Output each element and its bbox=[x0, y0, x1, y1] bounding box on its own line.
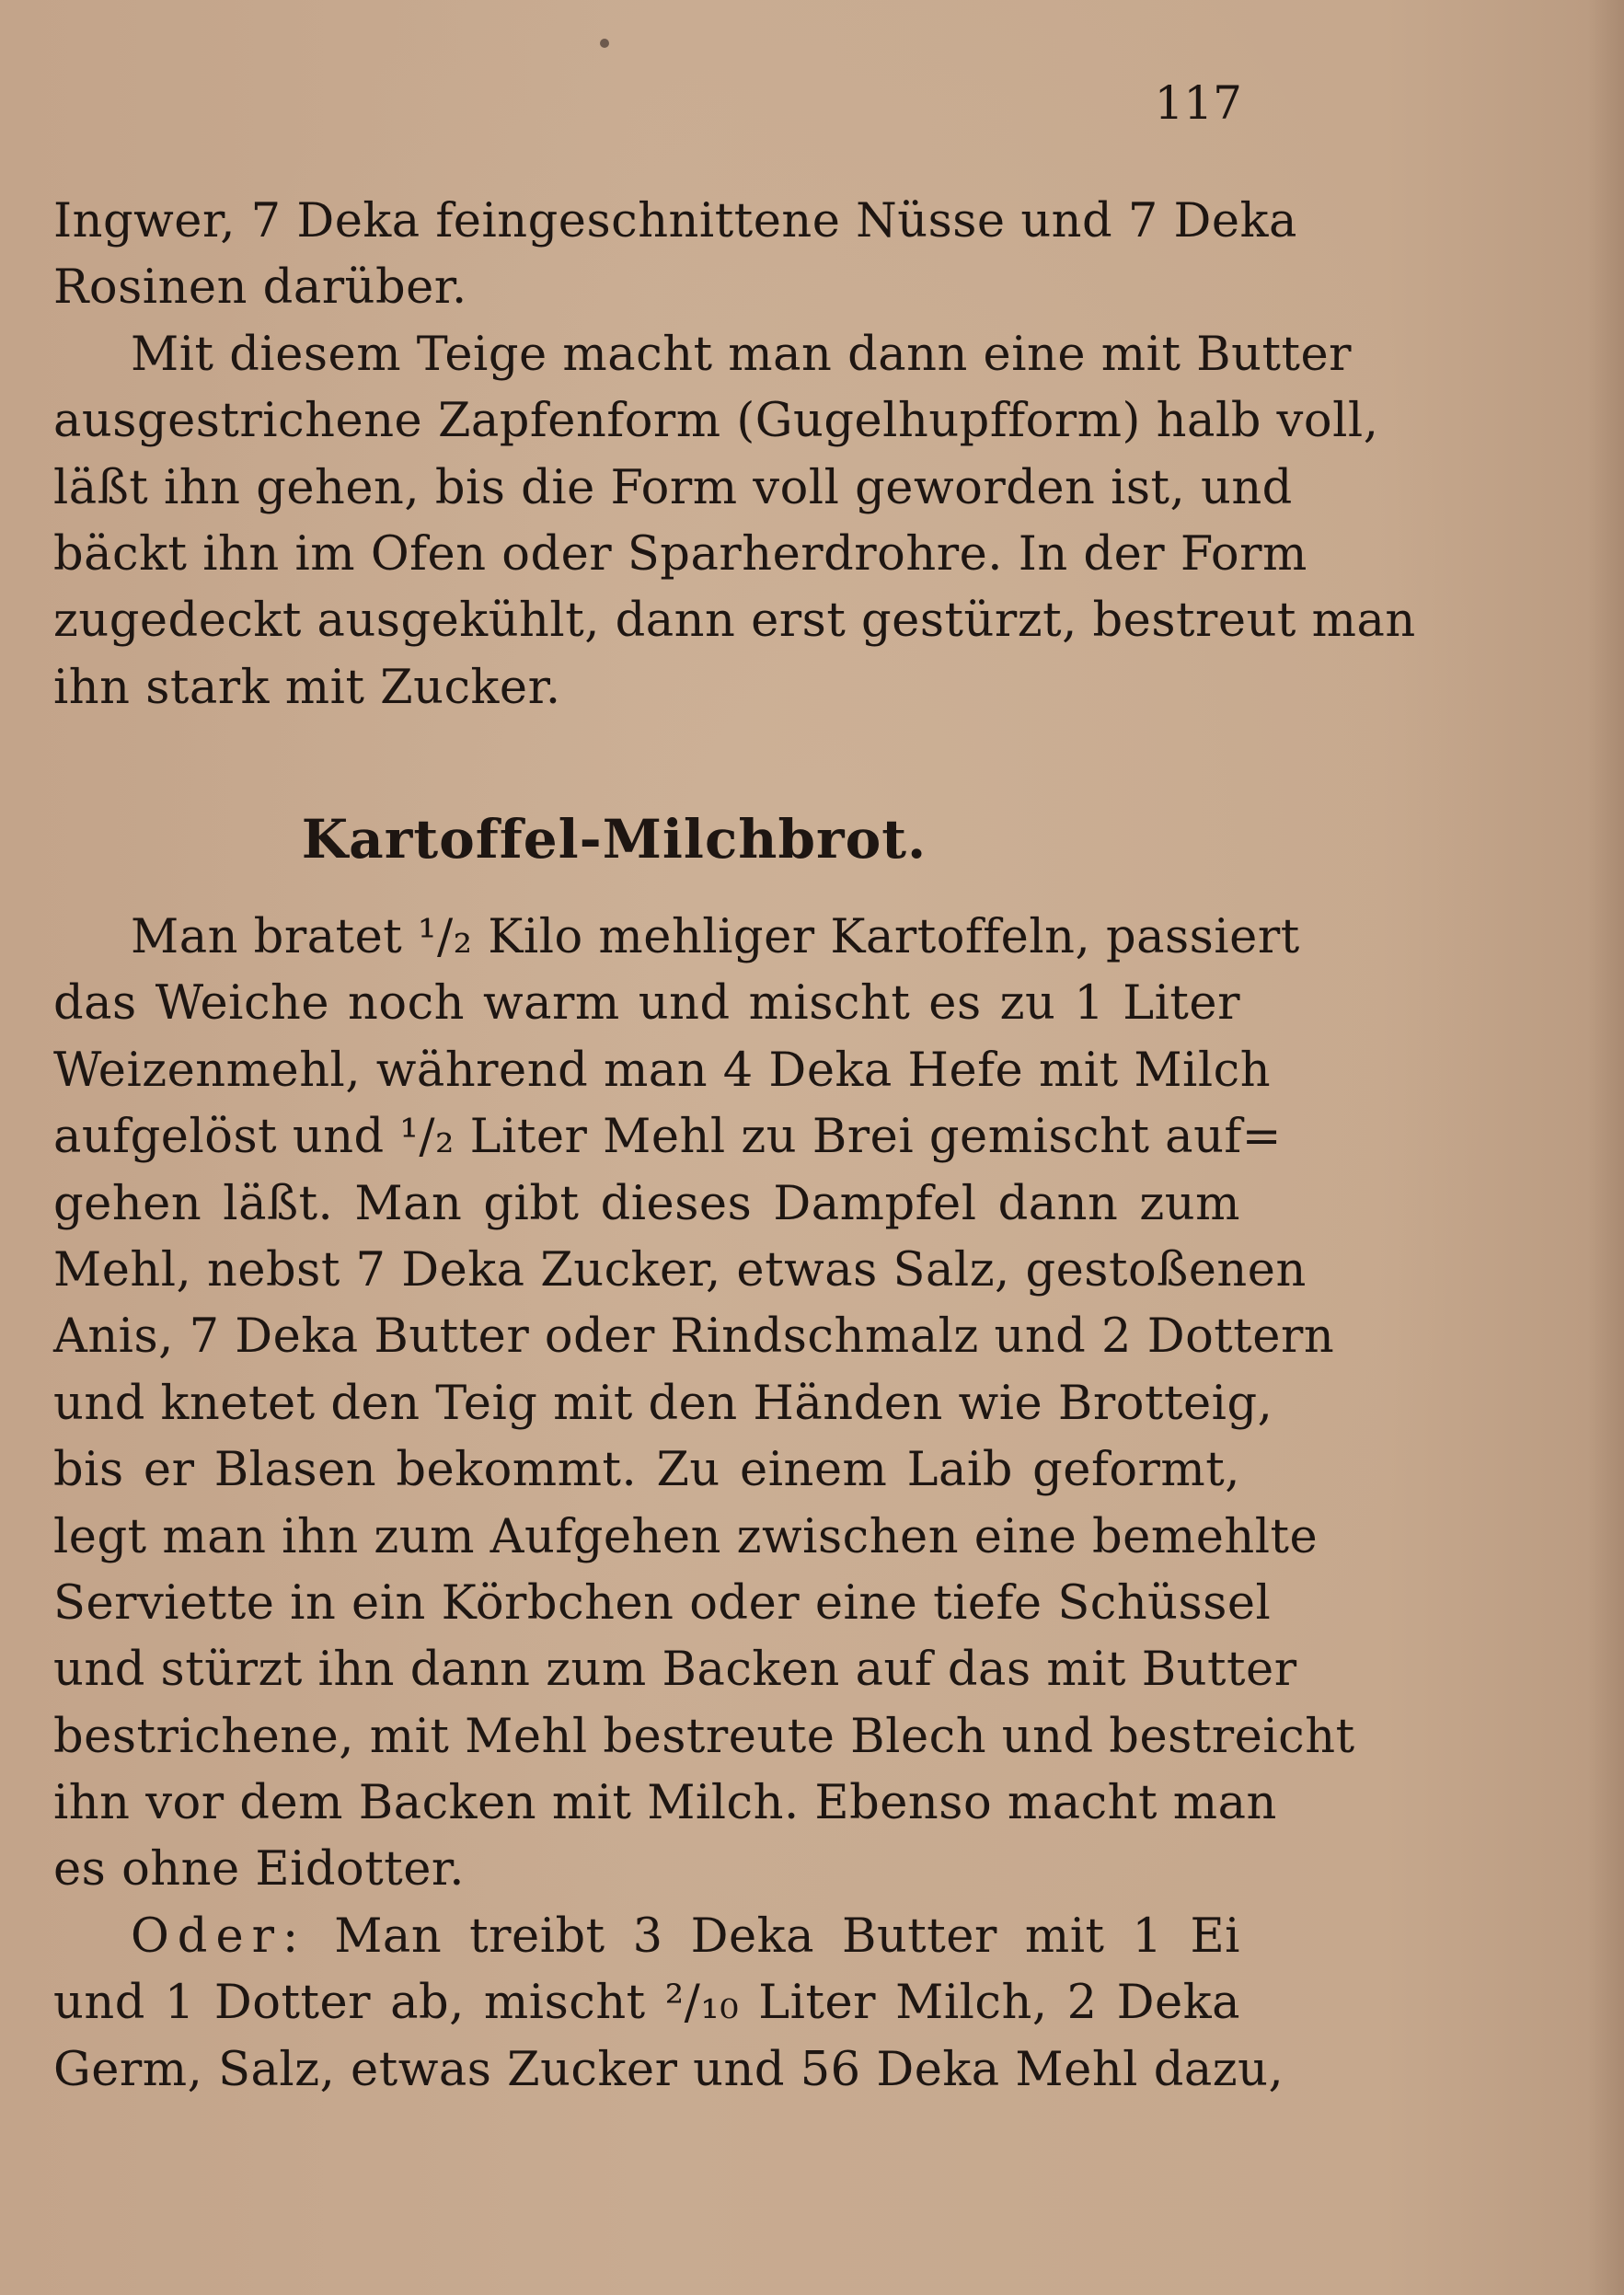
print-speck bbox=[600, 39, 609, 48]
text-line: Anis, 7 Deka Butter oder Rindschmalz und 2 Dottern bbox=[53, 1309, 1335, 1365]
text-line: ihn vor dem Backen mit Milch. Ebenso macht man bbox=[53, 1776, 1277, 1831]
text-line: ausgestrichene Zapfenform (Gugelhupfform) halb voll, bbox=[53, 394, 1379, 449]
text-line: bestrichene, mit Mehl bestreute Blech und bestreicht bbox=[53, 1709, 1355, 1764]
text-line: Rosinen darüber. bbox=[53, 260, 467, 316]
text-line: und stürzt ihn dann zum Backen auf das mit Butter bbox=[53, 1643, 1297, 1698]
recipe-heading: Kartoffel-Milchbrot. bbox=[301, 808, 927, 871]
text-line-oder bbox=[53, 1904, 1240, 1970]
text-line: und knetet den Teig mit den Händen wie Brotteig, bbox=[53, 1376, 1273, 1431]
text-line: Mit diesem Teige macht man dann eine mit Butter bbox=[131, 327, 1353, 382]
text-line: Man bratet ¹/₂ Kilo mehliger Kartoffeln, passiert bbox=[131, 910, 1300, 964]
text-line: Mehl, nebst 7 Deka Zucker, etwas Salz, gestoßenen bbox=[53, 1242, 1307, 1297]
text-line: und 1 Dotter ab, mischt ²/₁₀ Liter Milch, 2 Deka bbox=[53, 1976, 1240, 2031]
text-line: aufgelöst und ¹/₂ Liter Mehl zu Brei gemischt auf= bbox=[53, 1110, 1283, 1165]
text-line: Germ, Salz, etwas Zucker und 56 Deka Mehl dazu, bbox=[53, 2042, 1284, 2097]
text-line: zugedeckt ausgekühlt, dann erst gestürzt, bestreut man bbox=[53, 594, 1416, 649]
text-line: bis er Blasen bekommt. Zu einem Laib geformt, bbox=[53, 1443, 1240, 1498]
text-line: Weizenmehl, während man 4 Deka Hefe mit Milch bbox=[53, 1043, 1272, 1098]
page-edge-shadow bbox=[1587, 0, 1624, 2295]
text-line: Serviette in ein Körbchen oder eine tiefe Schüssel bbox=[53, 1575, 1272, 1631]
text-line: ihn stark mit Zucker. bbox=[53, 660, 561, 715]
text-line: legt man ihn zum Aufgehen zwischen eine bemehlte bbox=[53, 1509, 1319, 1564]
text-block-continuation bbox=[53, 189, 1416, 721]
text-line: das Weiche noch warm und mischt es zu 1 Liter bbox=[53, 976, 1240, 1032]
oder-lead: Oder: bbox=[131, 1909, 307, 1964]
text-line: gehen läßt. Man gibt dieses Dampfel dann zum bbox=[53, 1176, 1240, 1231]
text-line: bäckt ihn im Ofen oder Sparherdrohre. In der Form bbox=[53, 526, 1307, 582]
text-line: läßt ihn gehen, bis die Form voll geworden ist, und bbox=[53, 460, 1293, 515]
text-line: es ohne Eidotter. bbox=[53, 1842, 465, 1897]
text-block-recipe bbox=[53, 905, 1355, 2104]
text-line: Ingwer, 7 Deka feingeschnittene Nüsse und 7 Deka bbox=[53, 194, 1297, 248]
oder-line-rest: Man treibt 3 Deka Butter mit 1 Ei bbox=[334, 1909, 1240, 1964]
page-number: 117 bbox=[1154, 76, 1242, 130]
